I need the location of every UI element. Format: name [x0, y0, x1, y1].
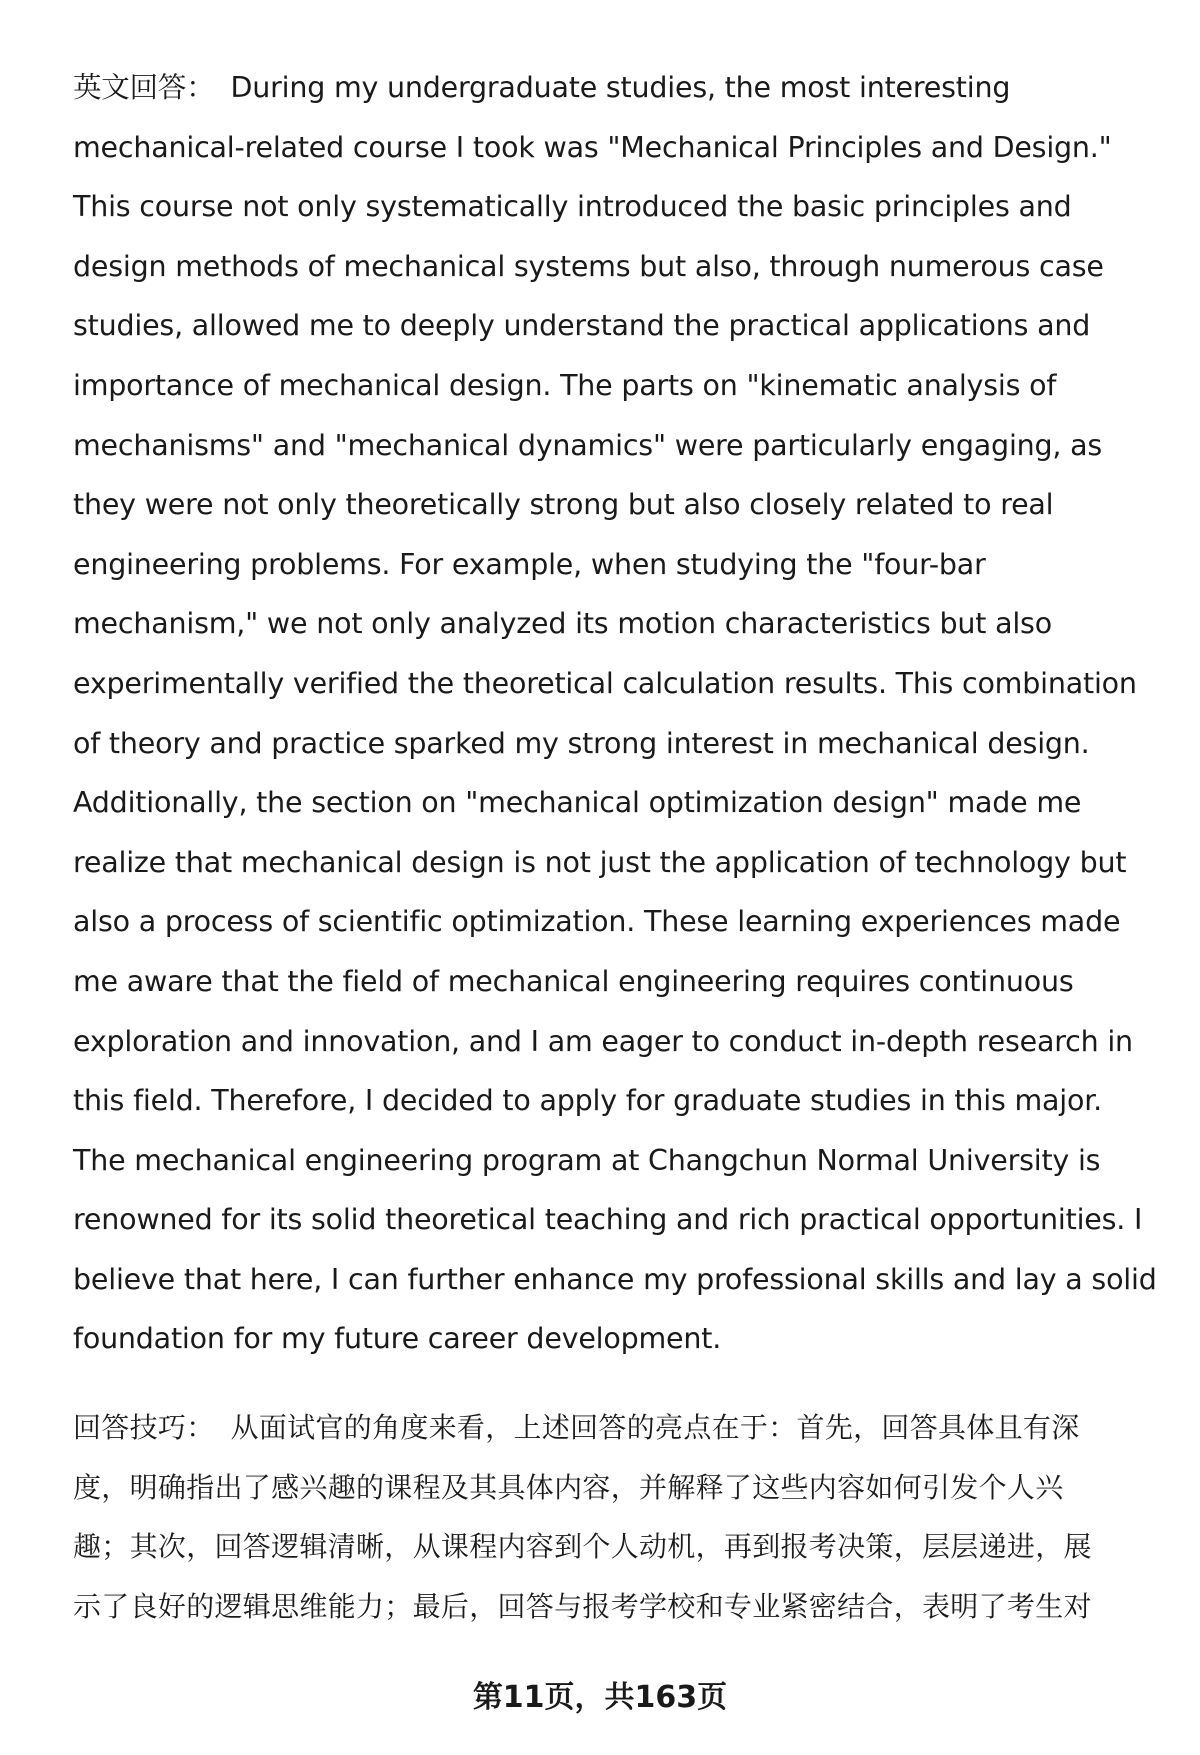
text-line: mechanism," we not only analyzed its motion characteristics but also	[73, 607, 1052, 641]
text-line: 示了良好的逻辑思维能力；最后，回答与报考学校和专业紧密结合，表明了考生对	[73, 1589, 1092, 1623]
text-line: 趣；其次，回答逻辑清晰，从课程内容到个人动机，再到报考决策，层层递进，展	[73, 1530, 1092, 1564]
text-line: engineering problems. For example, when studying the "four-bar	[73, 547, 986, 581]
text-line: me aware that the field of mechanical engineering requires continuous	[73, 964, 1074, 998]
answer-tips-label: 回答技巧：	[73, 1411, 215, 1444]
text-line: realize that mechanical design is not just the application of technology but	[73, 845, 1127, 879]
text-line	[73, 1398, 1163, 1458]
text-line: foundation for my future career development.	[73, 1322, 722, 1356]
text-line: also a process of scientific optimization. These learning experiences made	[73, 905, 1121, 939]
text-line: mechanical-related course I took was "Mechanical Principles and Design."	[73, 130, 1112, 164]
text-line: of theory and practice sparked my strong interest in mechanical design.	[73, 726, 1090, 760]
text-line-content: During my undergraduate studies, the most interesting	[230, 71, 1011, 104]
text-line: This course not only systematically introduced the basic principles and	[73, 190, 1072, 224]
text-line: experimentally verified the theoretical calculation results. This combination	[73, 666, 1137, 700]
text-line: Additionally, the section on "mechanical optimization design" made me	[73, 786, 1082, 820]
text-line: exploration and innovation, and I am eager to conduct in-depth research in	[73, 1024, 1133, 1058]
text-line	[73, 58, 1163, 118]
page-indicator: 第11页，共163页	[472, 1680, 728, 1715]
text-line: they were not only theoretically strong but also closely related to real	[73, 488, 1054, 522]
text-line: 度，明确指出了感兴趣的课程及其具体内容，并解释了这些内容如何引发个人兴	[73, 1470, 1064, 1504]
text-line: importance of mechanical design. The parts on "kinematic analysis of	[73, 368, 1057, 402]
text-line: studies, allowed me to deeply understand the practical applications and	[73, 309, 1091, 343]
text-line: mechanisms" and "mechanical dynamics" were particularly engaging, as	[73, 428, 1103, 462]
text-line: renowned for its solid theoretical teaching and rich practical opportunities. I	[73, 1203, 1143, 1237]
text-line: design methods of mechanical systems but also, through numerous case	[73, 249, 1104, 283]
english-answer-section	[73, 58, 1163, 1369]
text-line-content: 从面试官的角度来看，上述回答的亮点在于：首先，回答具体且有深	[230, 1411, 1080, 1444]
answer-tips-section	[73, 1398, 1163, 1636]
text-line: believe that here, I can further enhance my professional skills and lay a solid	[73, 1262, 1157, 1296]
text-line: The mechanical engineering program at Changchun Normal University is	[73, 1143, 1101, 1177]
text-line: this field. Therefore, I decided to apply for graduate studies in this major.	[73, 1084, 1103, 1118]
english-answer-label: 英文回答：	[73, 71, 215, 104]
